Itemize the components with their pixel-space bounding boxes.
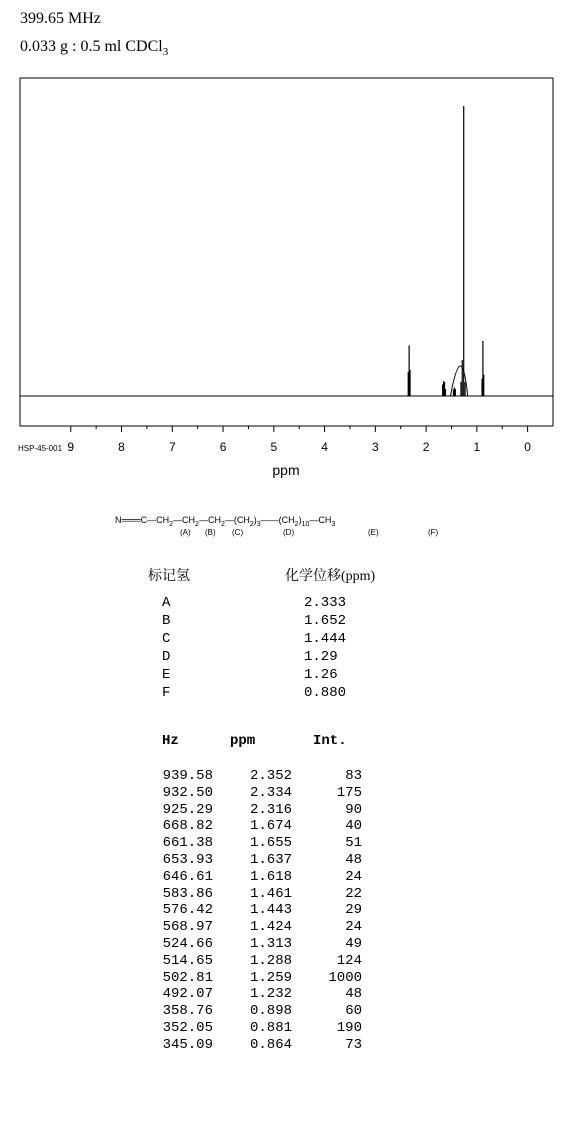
assignment-label: C	[162, 631, 171, 647]
sample-text: 0.033 g : 0.5 ml CDCl	[20, 38, 163, 55]
struct-label-f: (F)	[428, 528, 439, 537]
x-tick-label: 1	[473, 440, 481, 454]
x-axis-label: ppm	[272, 462, 300, 478]
struct-ch2-d: (CH	[233, 515, 250, 525]
peak-int: 29	[345, 902, 362, 919]
x-tick-label: 9	[67, 440, 75, 454]
peak-int: 73	[345, 1036, 362, 1053]
struct-c: C	[140, 515, 148, 525]
peak-hz: 352.05	[162, 1020, 213, 1036]
peak-hz: 583.86	[162, 885, 213, 902]
peak-ppm: 2.352	[249, 768, 292, 784]
assignment-label: E	[162, 667, 171, 683]
peak-ppm: 1.259	[249, 969, 292, 986]
peak-hz: 576.42	[162, 902, 213, 919]
peak-ppm: 1.618	[249, 868, 292, 885]
struct-sub-e: 2	[294, 520, 299, 528]
struct-n-e: 10	[301, 520, 310, 528]
nmr-spectrum-chart	[0, 0, 570, 480]
assignment-label: A	[162, 595, 171, 611]
triple-bond: ═══	[121, 515, 141, 525]
assignment-shift: 1.26	[304, 667, 338, 683]
peak-hz: 646.61	[162, 868, 213, 885]
peak-int: 49	[345, 936, 362, 952]
peak-int: 60	[345, 1003, 362, 1020]
struct-ch2-a: CH	[156, 515, 170, 525]
x-tick-label: 2	[422, 440, 430, 454]
struct-label-d: (D)	[283, 528, 295, 537]
peak-int: 22	[345, 885, 362, 902]
assignment-label: D	[162, 649, 171, 665]
struct-paren-d: )	[253, 515, 257, 525]
assignment-shift: 1.652	[304, 613, 347, 629]
struct-label-b: (B)	[205, 528, 216, 537]
struct-ch3-f: CH	[318, 515, 332, 525]
struct-ch2-b: CH	[182, 515, 196, 525]
peak-ppm: 1.313	[249, 936, 292, 952]
peak-hz: 653.93	[162, 852, 213, 868]
assignment-shift: 1.29	[304, 649, 338, 665]
peak-hz: 345.09	[162, 1036, 213, 1053]
peak-ppm: 1.674	[249, 818, 292, 835]
struct-sub-a: 2	[169, 520, 174, 528]
peak-int: 90	[345, 801, 362, 818]
peak-ppm: 1.637	[249, 852, 292, 868]
peak-ppm: 1.461	[249, 885, 292, 902]
sample-subscript: 3	[162, 46, 169, 59]
peak-int: 24	[345, 868, 362, 885]
spectrum-code: HSP-45-001	[18, 444, 63, 453]
peak-ppm: 1.288	[249, 952, 292, 969]
peak-hz: 939.58	[162, 768, 213, 784]
peak-hz: 668.82	[162, 818, 213, 835]
peak-hz: 492.07	[162, 986, 213, 1003]
peak-hz: 502.81	[162, 969, 213, 986]
struct-sub-f: 3	[331, 520, 336, 528]
struct-label-a: (A)	[180, 528, 191, 537]
struct-sub-b: 2	[195, 520, 199, 528]
peak-int: 190	[336, 1020, 362, 1036]
x-tick-label: 6	[219, 440, 227, 454]
peak-ppm: 1.424	[249, 919, 292, 936]
chemical-structure: $N═══C—CH_2—CH_2—CH_2—(CH_2)_3——(CH_2)_{10}—CH_3$	[115, 515, 336, 528]
x-tick-label: 4	[321, 440, 328, 454]
struct-label-c: (C)	[232, 528, 244, 537]
plot-frame	[20, 78, 553, 426]
peak-ppm: 1.443	[249, 902, 292, 919]
x-tick-label: 3	[371, 440, 379, 454]
x-tick-label: 8	[118, 440, 125, 454]
peak-int: 40	[345, 818, 362, 835]
peak-int: 51	[345, 835, 362, 852]
spectrometer-frequency: 399.65 MHz	[20, 10, 101, 27]
peak-ppm: 2.316	[249, 801, 292, 818]
assignment-shift: 1.444	[304, 631, 347, 647]
assignment-header-label: 标记氢	[148, 569, 190, 584]
peak-ppm: 1.655	[249, 835, 292, 852]
peak-header-hz: Hz	[162, 733, 179, 749]
peak-hz: 568.97	[162, 919, 213, 936]
x-tick-label: 7	[168, 440, 176, 454]
struct-n-d: 3	[256, 520, 261, 528]
x-tick-label: 0	[524, 440, 531, 454]
peak-int: 48	[345, 986, 362, 1003]
peak-hz: 358.76	[162, 1003, 213, 1020]
x-axis-ticks	[67, 426, 531, 454]
peak-ppm: 0.864	[249, 1036, 292, 1053]
peak-ppm: 1.232	[249, 986, 292, 1003]
peak-hz: 932.50	[162, 784, 213, 801]
peak-int: 48	[345, 852, 362, 868]
x-tick-label: 5	[270, 440, 278, 454]
peak-int: 124	[336, 952, 362, 969]
struct-label-e: (E)	[368, 528, 379, 537]
assignment-shift: 0.880	[304, 685, 347, 701]
peak-int: 24	[345, 919, 362, 936]
assignment-label: B	[162, 613, 171, 629]
peak-hz: 925.29	[162, 801, 213, 818]
peak-ppm: 2.334	[249, 784, 292, 801]
peak-int: 83	[345, 768, 362, 784]
peak-hz: 524.66	[162, 936, 213, 952]
peak-int: 1000	[328, 969, 362, 986]
peak-ppm: 0.898	[249, 1003, 292, 1020]
peak-hz: 661.38	[162, 835, 213, 852]
peak-header-ppm: ppm	[230, 733, 256, 749]
struct-sub-d: 2	[249, 520, 254, 528]
struct-paren-e: )	[298, 515, 302, 525]
peak-int: 175	[336, 784, 362, 801]
struct-ch2-e: (CH	[278, 515, 295, 525]
assignment-header-shift: 化学位移(ppm)	[285, 569, 376, 584]
assignment-label: F	[162, 685, 171, 701]
struct-sub-c: 2	[220, 520, 225, 528]
assignment-shift: 2.333	[304, 595, 347, 611]
struct-ch2-c: CH	[207, 515, 221, 525]
peak-hz: 514.65	[162, 952, 213, 969]
peak-header-int: Int.	[313, 733, 347, 749]
struct-n: N	[115, 515, 122, 525]
spectrum-peaks	[408, 106, 484, 396]
peak-ppm: 0.881	[249, 1020, 292, 1036]
